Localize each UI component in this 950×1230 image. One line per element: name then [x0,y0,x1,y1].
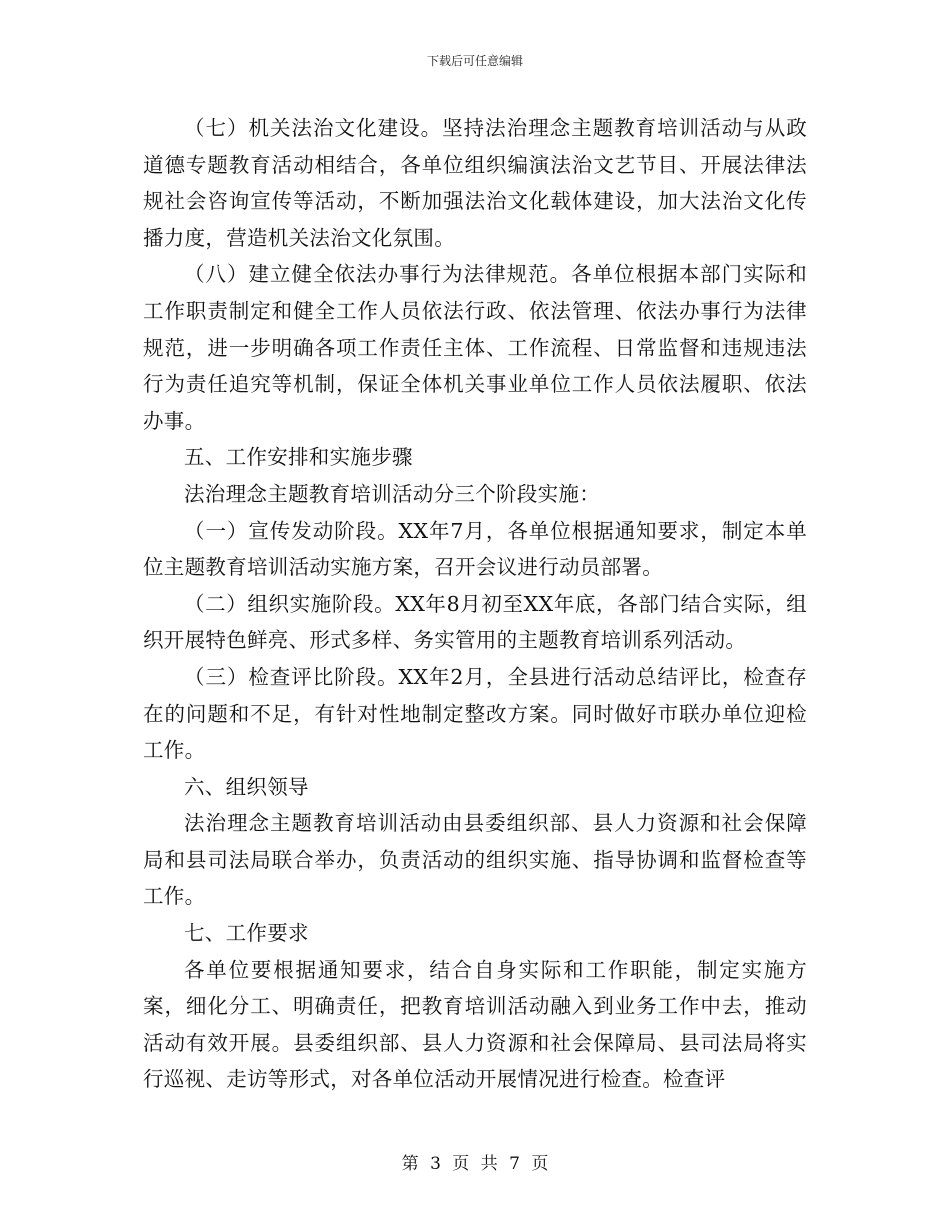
paragraph-phases-intro: 法治理念主题教育培训活动分三个阶段实施： [184,481,600,506]
paragraph-requirements: 各单位要根据通知要求，结合自身实际和工作职能，制定实施方案，细化分工、明确责任，把教育培训活动融入到业务工作中去，推动活动有效开展。县委组织部、县人力资源和社会保障局、县司法局将实行巡视、走访等形式，对各单位活动开展情况进行检查。检查评 [143,957,807,1092]
paragraph-phase-2: （二）组织实施阶段。XX年8月初至XX年底，各部门结合实际，组织开展特色鲜亮、形式多样、务实管用的主题教育培训系列活动。 [143,591,807,653]
page-number: 第 3 页 共 7 页 [401,1154,549,1174]
section-heading-6: 六、组织领导 [184,774,309,799]
paragraph-phase-1: （一）宣传发动阶段。XX年7月，各单位根据通知要求，制定本单位主题教育培训活动实施方案，召开会议进行动员部署。 [143,518,807,580]
paragraph-phase-3: （三）检查评比阶段。XX年2月，全县进行活动总结评比，检查存在的问题和不足，有针对性地制定整改方案。同时做好市联办单位迎检工作。 [143,664,807,763]
paragraph-leadership: 法治理念主题教育培训活动由县委组织部、县人力资源和社会保障局和县司法局联合举办，负责活动的组织实施、指导协调和监督检查等工作。 [143,811,807,909]
section-heading-7: 七、工作要求 [184,921,309,946]
paragraph-8-legal-norms: （八）建立健全依法办事行为法律规范。各单位根据本部门实际和工作职责制定和健全工作人员依法行政、依法管理、依法办事行为法律规范，进一步明确各项工作责任主体、工作流程、日常监督和违规违法行为责任追究等机制，保证全体机关事业单位工作人员依法履职、依法办事。 [143,262,807,433]
paragraph-7-legal-culture: （七）机关法治文化建设。坚持法治理念主题教育培训活动与从政道德专题教育活动相结合，各单位组织编演法治文艺节目、开展法律法规社会咨询宣传等活动，不断加强法治文化载体建设，加大法治文化传播力度，营造机关法治文化氛围。 [143,116,807,250]
document-body [143,110,807,1098]
section-heading-5: 五、工作安排和实施步骤 [184,445,413,470]
page-header-note: 下载后可任意编辑 [426,54,523,68]
